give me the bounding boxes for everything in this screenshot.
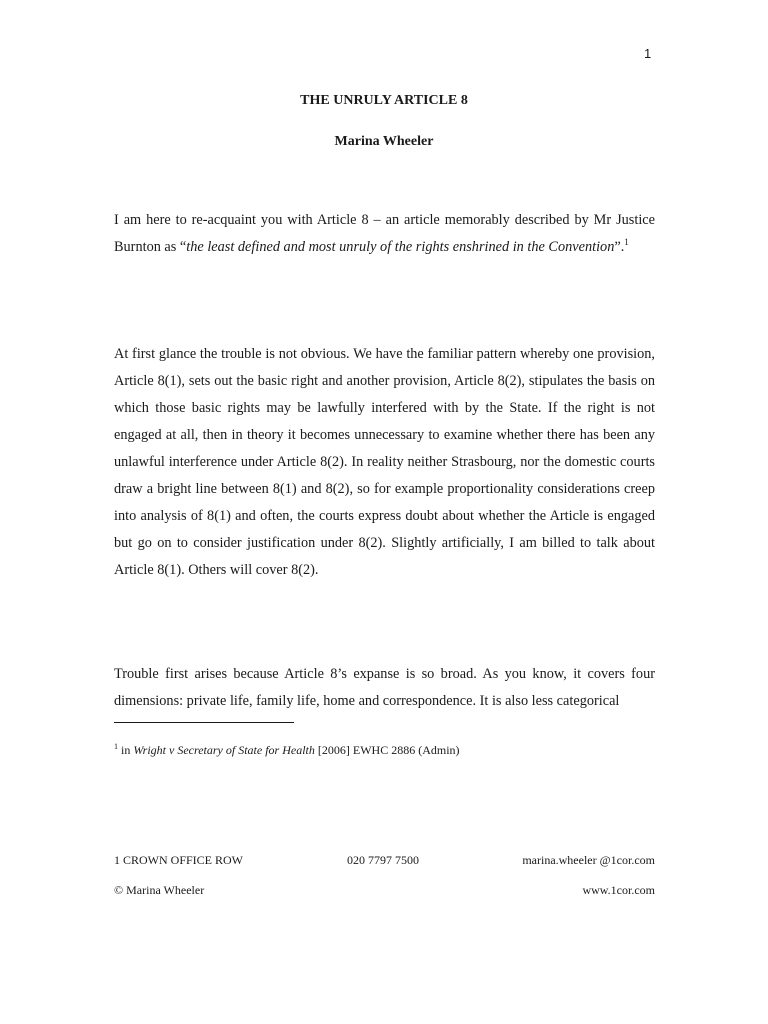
footer-email[interactable]: marina.wheeler @1cor.com xyxy=(522,853,655,867)
footnote-citation: [2006] EWHC 2886 (Admin) xyxy=(314,743,460,757)
footnote xyxy=(114,743,460,758)
footnote-prefix: in xyxy=(118,743,134,757)
footer-copyright: © Marina Wheeler xyxy=(114,883,205,897)
paragraph-first-glance: At first glance the trouble is not obvious. We have the familiar pattern whereby one provision, Article 8(1), sets out the basic right and another provision, Article 8(2), stipulates the basis on which those basic rights may be lawfully interfered with by the State. If the right is not engaged at all, then in theory it becomes unnecessary to examine whether there has been any unlawful interference under Article 8(2). In reality neither Strasbourg, nor the domestic courts draw a bright line between 8(1) and 8(2), so for example proportionality considerations creep into analysis of 8(1) and often, the courts express doubt about whether the Article is engaged but go on to consider justification under 8(2). Slightly artificially, I am billed to talk about Article 8(1). Others will cover 8(2). xyxy=(114,346,655,578)
footnote-case-name: Wright v Secretary of State for Health xyxy=(133,743,315,757)
intro-quote: the least defined and most unruly of the rights enshrined in the Convention xyxy=(186,239,615,255)
footer-website[interactable]: www.1cor.com xyxy=(582,883,655,897)
intro-text: I am here to re-acquaint you with Article 8 – an article memorably described by Mr Justice Burnton as “ xyxy=(114,212,655,255)
paragraph-intro xyxy=(114,207,655,261)
footnote-divider xyxy=(114,722,294,723)
footer-office: 1 CROWN OFFICE ROW xyxy=(114,853,244,867)
page-number: 1 xyxy=(644,46,652,61)
footnote-marker: 1 xyxy=(114,742,118,751)
paragraph-trouble: Trouble first arises because Article 8’s expanse is so broad. As you know, it covers four dimensions: private life, family life, home and correspondence. It is also less categorical xyxy=(114,666,655,709)
document-title: THE UNRULY ARTICLE 8 xyxy=(300,93,468,108)
footnote-reference[interactable]: 1 xyxy=(624,237,629,248)
footer-phone: 020 7797 7500 xyxy=(347,853,419,867)
intro-text-end: ”. xyxy=(614,239,625,255)
author-name: Marina Wheeler xyxy=(334,134,434,149)
